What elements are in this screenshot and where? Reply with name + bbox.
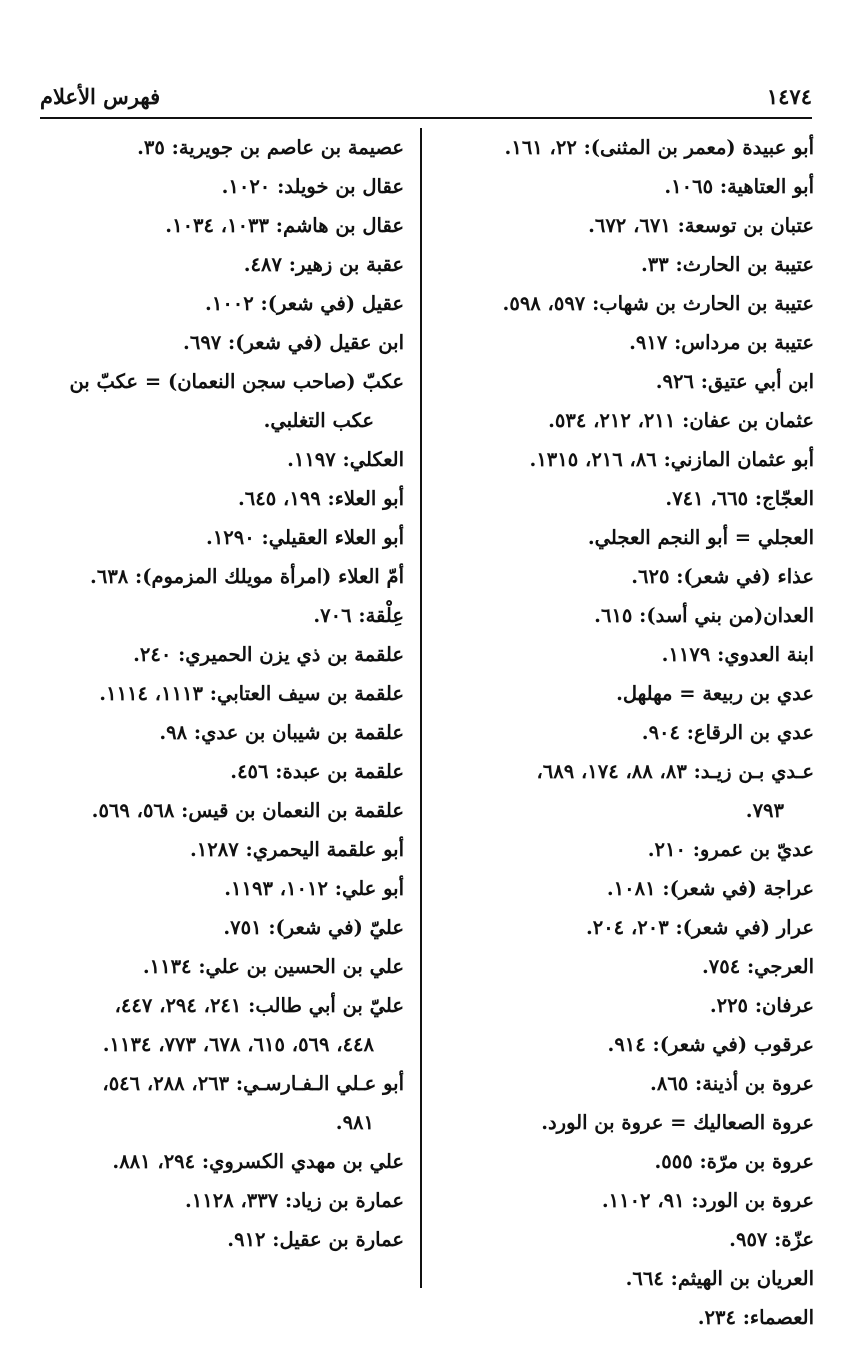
index-entry-text: عروة الصعاليك = عروة بن الورد. xyxy=(541,1111,814,1134)
index-entry xyxy=(40,518,404,557)
index-entry xyxy=(40,1142,404,1181)
index-entry-text: أبو عثمان المازني: ٨٦، ٢١٦، ١٣١٥. xyxy=(529,448,814,471)
index-entry xyxy=(430,206,814,245)
index-entry xyxy=(40,245,404,284)
index-entry-text: العصماء: ٢٣٤. xyxy=(697,1306,814,1329)
index-entry-text: عتيبة بن الحارث بن شهاب: ٥٩٧، ٥٩٨. xyxy=(502,292,814,315)
index-entry xyxy=(430,1259,814,1298)
index-entry-text: عروة بن أذينة: ٨٦٥. xyxy=(650,1072,814,1095)
page-number: ١٤٧٤ xyxy=(766,83,812,109)
index-entry-text: علقمة بن ذي يزن الحميري: ٢٤٠. xyxy=(133,643,404,666)
index-column-left xyxy=(40,128,404,1259)
index-entry-text: عمارة بن عقيل: ٩١٢. xyxy=(227,1228,404,1251)
index-entry-text: عثمان بن عفان: ٢١١، ٢١٢، ٥٣٤. xyxy=(548,409,814,432)
index-entry-text: العكلي: ١١٩٧. xyxy=(287,448,404,471)
index-entry xyxy=(40,908,404,947)
index-entry-text: عراجة (في شعر): ١٠٨١. xyxy=(606,877,814,900)
index-entry xyxy=(430,401,814,440)
index-entry xyxy=(40,362,404,440)
index-entry xyxy=(430,557,814,596)
index-entry xyxy=(430,245,814,284)
index-entry xyxy=(430,440,814,479)
index-entry xyxy=(40,596,404,635)
running-header xyxy=(40,82,812,110)
index-entry xyxy=(430,869,814,908)
index-entry-text: عتبان بن توسعة: ٦٧١، ٦٧٢. xyxy=(588,214,814,237)
index-entry xyxy=(40,284,404,323)
index-entry-text: عرار (في شعر): ٢٠٣، ٢٠٤. xyxy=(585,916,814,939)
index-entry xyxy=(430,362,814,401)
index-entry xyxy=(430,947,814,986)
index-entry-text: عدي بن ربيعة = مهلهل. xyxy=(616,682,814,705)
index-entry xyxy=(40,479,404,518)
index-entry xyxy=(430,908,814,947)
index-entry-text: أبو علي: ١٠١٢، ١١٩٣. xyxy=(224,877,404,900)
index-entry-text: أبو عبيدة (معمر بن المثنى): ٢٢، ١٦١. xyxy=(504,136,814,159)
index-entry xyxy=(430,323,814,362)
index-entry-text: عقال بن خويلد: ١٠٢٠. xyxy=(221,175,404,198)
header-rule xyxy=(40,117,812,119)
index-entry xyxy=(40,635,404,674)
index-entry-text: علقمة بن عبدة: ٤٥٦. xyxy=(230,760,404,783)
index-entry xyxy=(430,1064,814,1103)
index-entry xyxy=(430,596,814,635)
index-entry-text: العجّاج: ٦٦٥، ٧٤١. xyxy=(665,487,814,510)
index-entry-continuation: ٩٨١. xyxy=(335,1111,374,1134)
index-entry-text: عروة بن الورد: ٩١، ١١٠٢. xyxy=(601,1189,814,1212)
index-entry-text: أبو العلاء: ١٩٩، ٦٤٥. xyxy=(238,487,404,510)
index-entry xyxy=(40,947,404,986)
index-entry-text: علي بن مهدي الكسروي: ٢٩٤، ٨٨١. xyxy=(112,1150,404,1173)
index-entry xyxy=(430,1298,814,1337)
index-entry xyxy=(40,167,404,206)
index-entry-continuation: عكب التغلبي. xyxy=(263,409,374,432)
index-entry-text: عرقوب (في شعر): ٩١٤. xyxy=(607,1033,814,1056)
index-entry-text: عدي بن الرقاع: ٩٠٤. xyxy=(641,721,814,744)
index-entry-text: أمّ العلاء (امرأة مويلك المزموم): ٦٣٨. xyxy=(90,565,404,588)
index-entry xyxy=(430,752,814,830)
index-entry xyxy=(430,635,814,674)
index-entry-text: أبو العلاء العقيلي: ١٢٩٠. xyxy=(206,526,404,549)
index-entry-text: علقمة بن سيف العتابي: ١١١٣، ١١١٤. xyxy=(99,682,404,705)
index-entry xyxy=(40,1220,404,1259)
index-entry xyxy=(40,557,404,596)
index-entry-text: عقيل (في شعر): ١٠٠٢. xyxy=(205,292,404,315)
index-entry xyxy=(40,128,404,167)
index-entry-text: عتيبة بن الحارث: ٣٣. xyxy=(641,253,814,276)
index-entry-text: ابن أبي عتيق: ٩٢٦. xyxy=(655,370,814,393)
index-entry xyxy=(430,1103,814,1142)
index-entry xyxy=(40,791,404,830)
index-entry xyxy=(430,674,814,713)
index-entry-text: عروة بن مرّة: ٥٥٥. xyxy=(654,1150,814,1173)
index-entry-text: ابنة العدوي: ١١٧٩. xyxy=(661,643,814,666)
index-entry xyxy=(430,167,814,206)
index-entry xyxy=(430,128,814,167)
index-entry-text: عقبة بن زهير: ٤٨٧. xyxy=(243,253,404,276)
page-title: فهرس الأعلام xyxy=(40,83,161,109)
index-entry-text: أبو العتاهية: ١٠٦٥. xyxy=(664,175,814,198)
index-entry-text: عتيبة بن مرداس: ٩١٧. xyxy=(629,331,814,354)
column-divider xyxy=(420,128,422,1288)
index-entry xyxy=(430,518,814,557)
index-entry-text: علقمة بن النعمان بن قيس: ٥٦٨، ٥٦٩. xyxy=(91,799,404,822)
index-entry-text: عليّ (في شعر): ٧٥١. xyxy=(223,916,404,939)
index-entry-text: عمارة بن زياد: ٣٣٧، ١١٢٨. xyxy=(184,1189,404,1212)
index-entry-continuation: ٧٩٣. xyxy=(745,799,784,822)
index-entry xyxy=(430,1181,814,1220)
index-entry-text: عقال بن هاشم: ١٠٣٣، ١٠٣٤. xyxy=(165,214,404,237)
index-entry xyxy=(430,1220,814,1259)
index-entry-text: عذاء (في شعر): ٦٢٥. xyxy=(631,565,814,588)
index-entry xyxy=(40,440,404,479)
index-entry xyxy=(430,986,814,1025)
index-entry-text: عزّة: ٩٥٧. xyxy=(729,1228,814,1251)
index-entry-text: العدان(من بني أسد): ٦١٥. xyxy=(594,604,814,627)
index-entry-text: عليّ بن أبي طالب: ٢٤١، ٢٩٤، ٤٤٧، xyxy=(114,994,404,1017)
index-entry-text: عصيمة بن عاصم بن جويرية: ٣٥. xyxy=(137,136,404,159)
index-entry xyxy=(40,986,404,1064)
index-column-right xyxy=(430,128,814,1337)
index-entry-text: ابن عقيل (في شعر): ٦٩٧. xyxy=(183,331,404,354)
index-entry xyxy=(430,1142,814,1181)
index-entry xyxy=(40,752,404,791)
index-entry xyxy=(430,1025,814,1064)
index-entry-text: عِلْقة: ٧٠٦. xyxy=(313,604,404,627)
index-entry-text: عديّ بن عمرو: ٢١٠. xyxy=(647,838,814,861)
index-entry xyxy=(40,830,404,869)
index-entry xyxy=(40,674,404,713)
index-entry xyxy=(40,1064,404,1142)
index-entry-text: العجلي = أبو النجم العجلي. xyxy=(587,526,814,549)
index-entry-text: علقمة بن شيبان بن عدي: ٩٨. xyxy=(159,721,404,744)
index-entry-text: عـدي بـن زيـد: ٨٣، ٨٨، ١٧٤، ٦٨٩، xyxy=(536,760,814,783)
index-entry-text: أبو عـلي الـفـارسـي: ٢٦٣، ٢٨٨، ٥٤٦، xyxy=(102,1072,404,1095)
index-entry xyxy=(430,479,814,518)
index-entry-continuation: ٤٤٨، ٥٦٩، ٦١٥، ٦٧٨، ٧٧٣، ١١٣٤. xyxy=(102,1033,374,1056)
index-entry xyxy=(40,869,404,908)
index-entry xyxy=(430,713,814,752)
index-entry-text: العريان بن الهيثم: ٦٦٤. xyxy=(625,1267,814,1290)
index-entry xyxy=(430,284,814,323)
index-entry-text: أبو علقمة اليحمري: ١٢٨٧. xyxy=(190,838,404,861)
index-entry-text: عرفان: ٢٢٥. xyxy=(709,994,814,1017)
index-entry-text: علي بن الحسين بن علي: ١١٣٤. xyxy=(142,955,404,978)
index-entry xyxy=(40,206,404,245)
index-entry-text: العرجي: ٧٥٤. xyxy=(701,955,814,978)
index-entry xyxy=(40,323,404,362)
index-entry xyxy=(40,1181,404,1220)
index-entry-text: عكبّ (صاحب سجن النعمان) = عكبّ بن xyxy=(69,370,404,393)
index-entry xyxy=(40,713,404,752)
index-entry xyxy=(430,830,814,869)
